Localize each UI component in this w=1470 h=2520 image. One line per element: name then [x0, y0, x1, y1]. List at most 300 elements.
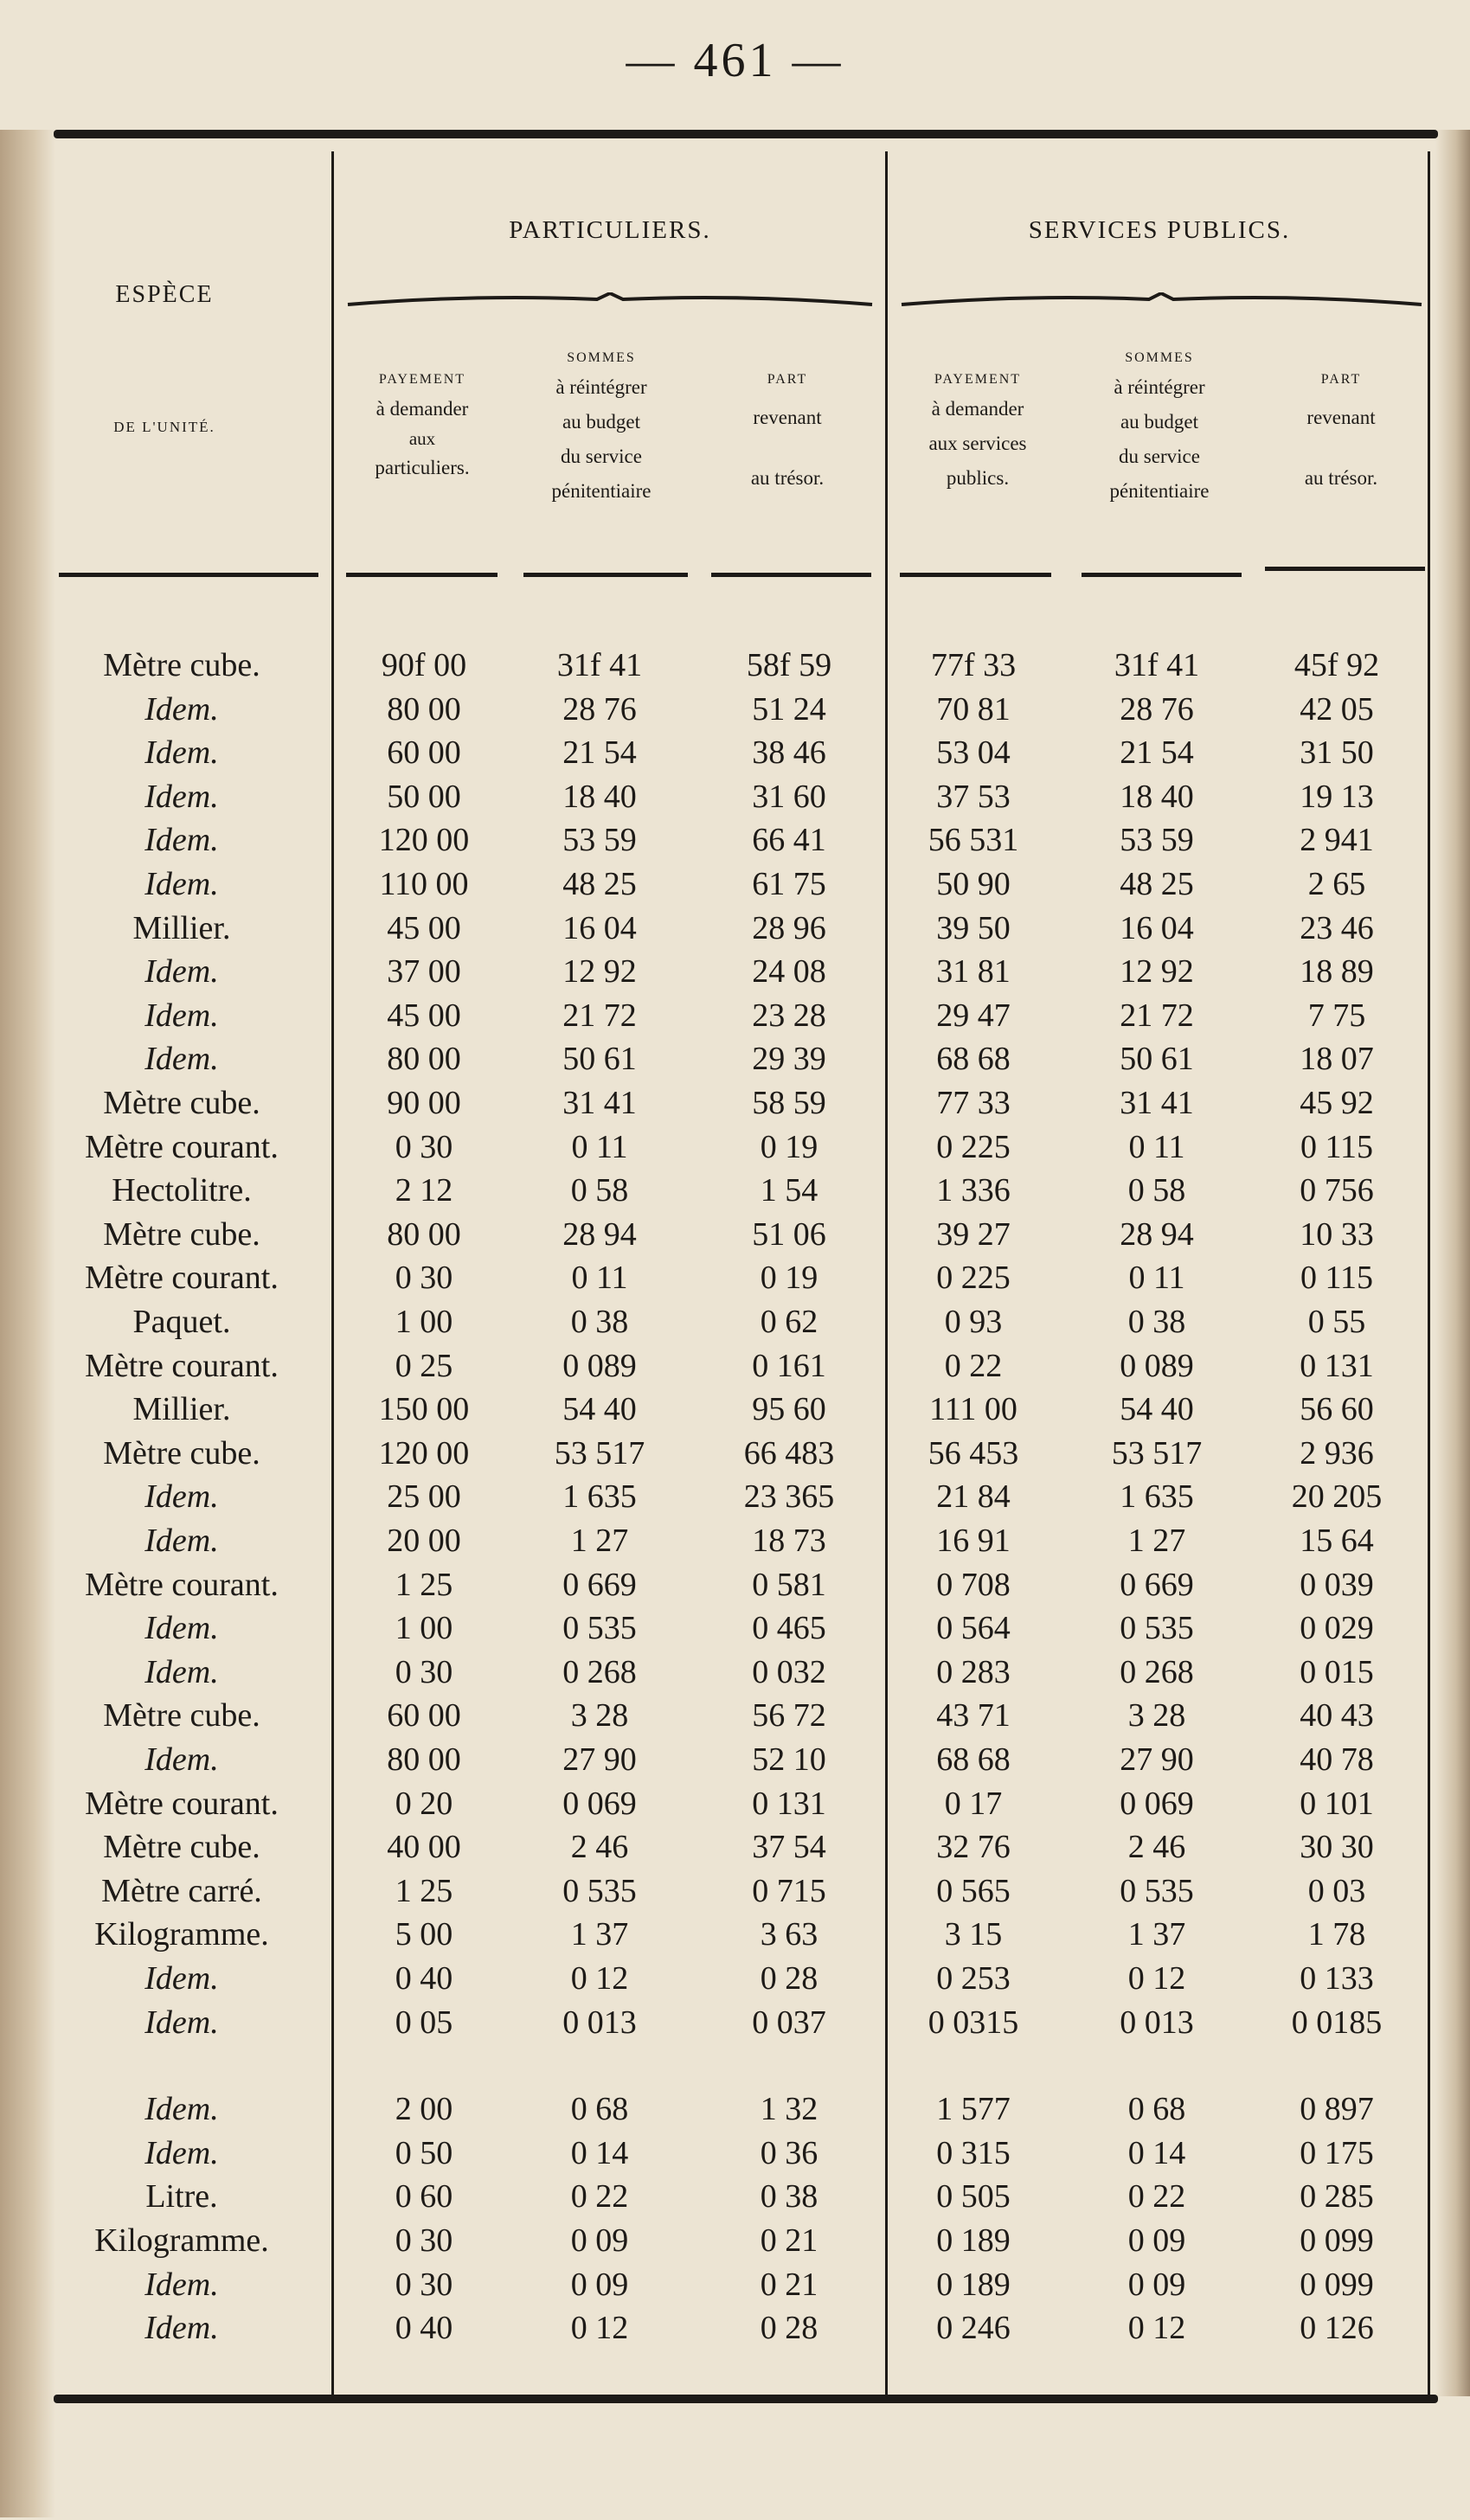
cell-value: 0 11 — [571, 1260, 628, 1297]
group-header-services-publics: SERVICES PUBLICS. — [1028, 216, 1291, 244]
cell-value: 43 71 — [936, 1697, 1011, 1735]
cell-value: 21 54 — [562, 734, 637, 772]
cell-value: 0 22 — [570, 2178, 629, 2215]
cell-value: 0 246 — [936, 2310, 1011, 2347]
table-bottom-rule — [54, 2395, 1438, 2403]
cell-value: 50 61 — [1120, 1041, 1194, 1078]
cell-value: 19 13 — [1300, 778, 1374, 815]
cell-value: 45f 92 — [1293, 647, 1380, 683]
cell-value: 0 55 — [1307, 1304, 1366, 1340]
cell-value: 23 46 — [1300, 909, 1374, 946]
cell-value: 10 33 — [1300, 1215, 1374, 1253]
cell-value: 1 37 — [570, 1916, 629, 1953]
cell-value: 0 225 — [936, 1128, 1011, 1165]
table-row — [0, 1476, 1470, 1517]
cell-value: 66 483 — [743, 1434, 835, 1472]
cell-value: 0 30 — [395, 1128, 453, 1165]
cell-value: 90f 00 — [381, 647, 467, 683]
cell-value: 29 47 — [936, 997, 1011, 1034]
group-brace — [346, 292, 874, 308]
cell-value: 58 59 — [752, 1085, 826, 1121]
cell-value: 28 76 — [562, 690, 637, 728]
cell-espece: Kilogramme. — [94, 2222, 269, 2259]
table-row — [0, 819, 1470, 861]
cell-value: 28 76 — [1120, 690, 1194, 728]
cell-espece: Mètre carré. — [101, 1872, 262, 1909]
cell-value: 0 21 — [760, 2222, 818, 2259]
table-row — [0, 1433, 1470, 1474]
cell-value: 1 27 — [570, 1523, 629, 1559]
cell-value: 0 12 — [570, 1960, 629, 1997]
cell-value: 45 92 — [1300, 1085, 1374, 1121]
header-rule — [1265, 567, 1425, 571]
cell-value: 2 936 — [1300, 1434, 1374, 1472]
cell-value: 0 535 — [1120, 1610, 1194, 1647]
cell-value: 2 00 — [395, 2091, 453, 2128]
cell-value: 0 708 — [936, 1566, 1011, 1603]
cell-value: 0 11 — [1128, 1260, 1185, 1297]
cell-espece: Idem. — [144, 953, 219, 991]
cell-value: 0 11 — [571, 1128, 628, 1165]
cell-value: 0 285 — [1300, 2178, 1374, 2215]
cell-value: 51 06 — [752, 1215, 826, 1253]
table-row — [0, 644, 1470, 686]
cell-value: 24 08 — [752, 953, 826, 991]
cell-value: 30 30 — [1300, 1829, 1374, 1866]
cell-value: 1 32 — [760, 2091, 818, 2128]
cell-value: 0 099 — [1300, 2266, 1374, 2303]
table-row — [0, 1345, 1470, 1387]
cell-value: 27 90 — [562, 1741, 637, 1778]
cell-value: 80 00 — [387, 1741, 461, 1778]
cell-value: 53 04 — [936, 734, 1011, 772]
cell-value: 28 94 — [562, 1215, 637, 1253]
cell-value: 18 40 — [562, 778, 637, 815]
cell-value: 50 61 — [562, 1041, 637, 1078]
cell-value: 56 72 — [752, 1697, 826, 1735]
cell-value: 31f 41 — [1114, 647, 1200, 683]
column-header-part-particuliers: PART revenant au trésor. — [750, 372, 825, 489]
cell-espece: Idem. — [144, 1653, 219, 1690]
table-row — [0, 1914, 1470, 1955]
column-header-payement-services: PAYEMENT à demander aux services publics. — [928, 372, 1027, 489]
cell-value: 0 669 — [1120, 1566, 1194, 1603]
cell-value: 0 40 — [395, 2310, 453, 2347]
cell-espece: Idem. — [144, 1610, 219, 1647]
cell-value: 60 00 — [387, 734, 461, 772]
cell-value: 7 75 — [1307, 997, 1366, 1034]
cell-value: 0 089 — [1120, 1347, 1194, 1384]
cell-value: 53 59 — [1120, 822, 1194, 859]
cell-value: 120 00 — [378, 822, 470, 859]
cell-espece: Mètre courant. — [85, 1260, 279, 1297]
cell-value: 60 00 — [387, 1697, 461, 1735]
cell-value: 53 59 — [562, 822, 637, 859]
cell-value: 0 68 — [1127, 2091, 1186, 2128]
cell-value: 54 40 — [562, 1391, 637, 1428]
table-row — [0, 1870, 1470, 1912]
table-row — [0, 1739, 1470, 1780]
group-brace — [900, 292, 1423, 308]
cell-value: 15 64 — [1300, 1523, 1374, 1559]
cell-value: 2 12 — [395, 1172, 453, 1209]
cell-value: 0 268 — [562, 1653, 637, 1690]
cell-value: 0 535 — [562, 1610, 637, 1647]
cell-value: 0 565 — [936, 1872, 1011, 1909]
cell-value: 28 96 — [752, 909, 826, 946]
cell-value: 28 94 — [1120, 1215, 1194, 1253]
cell-value: 23 365 — [743, 1478, 835, 1516]
table-row — [0, 1607, 1470, 1649]
cell-value: 21 54 — [1120, 734, 1194, 772]
table-row — [0, 1651, 1470, 1693]
cell-value: 90 00 — [387, 1085, 461, 1121]
table-row — [0, 1783, 1470, 1824]
cell-value: 1 25 — [395, 1566, 453, 1603]
cell-espece: Idem. — [144, 866, 219, 902]
table-row — [0, 1388, 1470, 1430]
cell-value: 52 10 — [752, 1741, 826, 1778]
cell-value: 0 58 — [1127, 1172, 1186, 1209]
cell-value: 45 00 — [387, 997, 461, 1034]
cell-value: 54 40 — [1120, 1391, 1194, 1428]
cell-value: 2 46 — [570, 1829, 629, 1866]
cell-espece: Mètre cube. — [103, 1697, 260, 1735]
cell-value: 80 00 — [387, 690, 461, 728]
cell-value: 110 00 — [379, 866, 469, 902]
cell-value: 0 133 — [1300, 1960, 1374, 1997]
cell-value: 12 92 — [562, 953, 637, 991]
cell-value: 0 099 — [1300, 2222, 1374, 2259]
cell-value: 0 30 — [395, 1260, 453, 1297]
cell-value: 31 60 — [752, 778, 826, 815]
cell-value: 56 531 — [928, 822, 1019, 859]
cell-value: 58f 59 — [746, 647, 832, 683]
cell-value: 0 013 — [1120, 2004, 1194, 2041]
cell-espece: Idem. — [144, 2266, 219, 2303]
cell-value: 0 131 — [1300, 1347, 1374, 1384]
page-number: — 461 — — [626, 34, 844, 87]
table-row — [0, 951, 1470, 992]
cell-value: 23 28 — [752, 997, 826, 1034]
cell-value: 1 78 — [1307, 1916, 1366, 1953]
cell-value: 45 00 — [387, 909, 461, 946]
cell-espece: Kilogramme. — [94, 1916, 269, 1953]
cell-value: 48 25 — [1120, 866, 1194, 902]
cell-value: 32 76 — [936, 1829, 1011, 1866]
cell-espece: Idem. — [144, 997, 219, 1034]
cell-espece: Idem. — [144, 1741, 219, 1778]
table-row — [0, 1170, 1470, 1211]
cell-value: 0 20 — [395, 1785, 453, 1822]
cell-value: 37 53 — [936, 778, 1011, 815]
cell-value: 61 75 — [752, 866, 826, 902]
table-row — [0, 1958, 1470, 1999]
cell-value: 0 029 — [1300, 1610, 1374, 1647]
cell-value: 38 46 — [752, 734, 826, 772]
cell-value: 68 68 — [936, 1041, 1011, 1078]
cell-value: 50 00 — [387, 778, 461, 815]
cell-value: 0 189 — [936, 2266, 1011, 2303]
cell-espece: Millier. — [132, 909, 231, 946]
cell-value: 0 564 — [936, 1610, 1011, 1647]
cell-espece: Idem. — [144, 2004, 219, 2041]
cell-value: 0 11 — [1128, 1128, 1185, 1165]
cell-value: 3 28 — [1127, 1697, 1186, 1735]
table-row — [0, 1126, 1470, 1168]
cell-value: 0 03 — [1307, 1872, 1366, 1909]
cell-value: 0 535 — [562, 1872, 637, 1909]
cell-value: 2 65 — [1307, 866, 1366, 902]
cell-value: 18 40 — [1120, 778, 1194, 815]
cell-value: 0 09 — [570, 2266, 629, 2303]
cell-value: 21 72 — [562, 997, 637, 1034]
cell-value: 0 189 — [936, 2222, 1011, 2259]
cell-value: 0 19 — [760, 1260, 818, 1297]
cell-value: 12 92 — [1120, 953, 1194, 991]
cell-value: 0 22 — [944, 1347, 1003, 1384]
cell-value: 1 54 — [760, 1172, 818, 1209]
cell-value: 0 101 — [1300, 1785, 1374, 1822]
cell-value: 0 069 — [1120, 1785, 1194, 1822]
cell-value: 40 43 — [1300, 1697, 1374, 1735]
cell-value: 0 40 — [395, 1960, 453, 1997]
cell-value: 1 00 — [395, 1610, 453, 1647]
column-header-payement-particuliers: PAYEMENT à demander aux particuliers. — [375, 372, 470, 478]
cell-value: 37 00 — [387, 953, 461, 991]
table-row — [0, 2176, 1470, 2217]
table-row — [0, 1257, 1470, 1298]
cell-value: 0 30 — [395, 1653, 453, 1690]
cell-value: 0 535 — [1120, 1872, 1194, 1909]
cell-value: 25 00 — [387, 1478, 461, 1516]
header-rule — [523, 573, 688, 577]
cell-value: 0 60 — [395, 2178, 453, 2215]
cell-espece: Idem. — [144, 1041, 219, 1078]
cell-value: 0 09 — [570, 2222, 629, 2259]
cell-value: 0 039 — [1300, 1566, 1374, 1603]
cell-value: 0 05 — [395, 2004, 453, 2041]
cell-value: 0 283 — [936, 1653, 1011, 1690]
cell-value: 53 517 — [1111, 1434, 1203, 1472]
cell-value: 31f 41 — [556, 647, 643, 683]
cell-value: 20 00 — [387, 1523, 461, 1559]
cell-value: 0 38 — [1127, 1304, 1186, 1340]
cell-value: 0 25 — [395, 1347, 453, 1384]
cell-value: 29 39 — [752, 1041, 826, 1078]
cell-espece: Mètre cube. — [103, 647, 260, 683]
cell-value: 0 93 — [944, 1304, 1003, 1340]
cell-espece: Idem. — [144, 1960, 219, 1997]
cell-value: 2 941 — [1300, 822, 1374, 859]
cell-espece: Mètre courant. — [85, 1566, 279, 1603]
cell-value: 1 00 — [395, 1304, 453, 1340]
cell-espece: Mètre courant. — [85, 1347, 279, 1384]
cell-value: 0 38 — [570, 1304, 629, 1340]
cell-espece: Millier. — [132, 1391, 231, 1428]
cell-value: 0 68 — [570, 2091, 629, 2128]
cell-value: 27 90 — [1120, 1741, 1194, 1778]
header-rule — [711, 573, 871, 577]
cell-value: 150 00 — [378, 1391, 470, 1428]
cell-value: 0 09 — [1127, 2222, 1186, 2259]
cell-value: 0 032 — [752, 1653, 826, 1690]
cell-value: 0 089 — [562, 1347, 637, 1384]
table-row — [0, 776, 1470, 818]
table-row — [0, 1301, 1470, 1343]
cell-value: 50 90 — [936, 866, 1011, 902]
cell-value: 40 00 — [387, 1829, 461, 1866]
table-row — [0, 863, 1470, 905]
cell-value: 0 14 — [1127, 2134, 1186, 2171]
table-row — [0, 1520, 1470, 1561]
cell-value: 21 72 — [1120, 997, 1194, 1034]
cell-value: 0 30 — [395, 2222, 453, 2259]
cell-value: 5 00 — [395, 1916, 453, 1953]
cell-value: 0 12 — [1127, 1960, 1186, 1997]
cell-espece: Mètre cube. — [103, 1085, 260, 1121]
cell-value: 0 38 — [760, 2178, 818, 2215]
cell-value: 95 60 — [752, 1391, 826, 1428]
column-header-sommes-particuliers: SOMMES à réintégrer au budget du service pénitentiaire — [551, 350, 652, 502]
table-row — [0, 1082, 1470, 1124]
cell-espece: Idem. — [144, 690, 219, 728]
cell-espece: Idem. — [144, 778, 219, 815]
column-header-sommes-services: SOMMES à réintégrer au budget du service pénitentiaire — [1109, 350, 1210, 502]
cell-value: 3 15 — [944, 1916, 1003, 1953]
cell-value: 70 81 — [936, 690, 1011, 728]
cell-value: 0 315 — [936, 2134, 1011, 2171]
table-row — [0, 1564, 1470, 1606]
header-rule — [346, 573, 497, 577]
cell-value: 0 225 — [936, 1260, 1011, 1297]
cell-value: 0 715 — [752, 1872, 826, 1909]
cell-espece: Idem. — [144, 822, 219, 859]
cell-value: 3 63 — [760, 1916, 818, 1953]
cell-value: 0 069 — [562, 1785, 637, 1822]
cell-value: 0 30 — [395, 2266, 453, 2303]
cell-espece: Paquet. — [132, 1304, 231, 1340]
cell-value: 0 268 — [1120, 1653, 1194, 1690]
cell-value: 21 84 — [936, 1478, 1011, 1516]
cell-value: 31 41 — [1120, 1085, 1194, 1121]
cell-value: 16 04 — [562, 909, 637, 946]
cell-value: 51 24 — [752, 690, 826, 728]
table-row — [0, 2132, 1470, 2174]
cell-value: 0 58 — [570, 1172, 629, 1209]
column-header-espece: ESPÈCE — [115, 281, 214, 308]
cell-value: 31 41 — [562, 1085, 637, 1121]
cell-value: 0 013 — [562, 2004, 637, 2041]
cell-value: 0 505 — [936, 2178, 1011, 2215]
cell-value: 31 81 — [936, 953, 1011, 991]
cell-value: 1 336 — [936, 1172, 1011, 1209]
table-row — [0, 1826, 1470, 1868]
table-row — [0, 2307, 1470, 2349]
cell-value: 0 0315 — [928, 2004, 1019, 2041]
cell-value: 0 19 — [760, 1128, 818, 1165]
cell-value: 0 756 — [1300, 1172, 1374, 1209]
cell-value: 0 36 — [760, 2134, 818, 2171]
cell-value: 18 73 — [752, 1523, 826, 1559]
cell-value: 0 115 — [1300, 1128, 1374, 1165]
cell-espece: Hectolitre. — [112, 1172, 252, 1209]
cell-value: 20 205 — [1291, 1478, 1383, 1516]
cell-value: 0 161 — [752, 1347, 826, 1384]
table-row — [0, 2264, 1470, 2305]
cell-value: 2 46 — [1127, 1829, 1186, 1866]
table-row — [0, 1214, 1470, 1255]
cell-espece: Idem. — [144, 734, 219, 772]
cell-value: 80 00 — [387, 1041, 461, 1078]
table-row — [0, 1038, 1470, 1080]
cell-value: 0 28 — [760, 1960, 818, 1997]
cell-value: 1 37 — [1127, 1916, 1186, 1953]
header-rule — [59, 573, 318, 577]
cell-espece: Mètre cube. — [103, 1434, 260, 1472]
table-top-rule — [54, 130, 1438, 138]
cell-value: 16 04 — [1120, 909, 1194, 946]
cell-value: 0 897 — [1300, 2091, 1374, 2128]
cell-value: 18 89 — [1300, 953, 1374, 991]
cell-value: 0 126 — [1300, 2310, 1374, 2347]
cell-value: 0 12 — [1127, 2310, 1186, 2347]
cell-value: 0 28 — [760, 2310, 818, 2347]
cell-espece: Litre. — [145, 2178, 218, 2215]
table-row — [0, 732, 1470, 773]
cell-espece: Mètre cube. — [103, 1829, 260, 1866]
cell-value: 1 577 — [936, 2091, 1011, 2128]
table-row — [0, 689, 1470, 730]
cell-value: 0 22 — [1127, 2178, 1186, 2215]
cell-value: 53 517 — [554, 1434, 645, 1472]
cell-value: 66 41 — [752, 822, 826, 859]
cell-value: 68 68 — [936, 1741, 1011, 1778]
cell-value: 77f 33 — [930, 647, 1017, 683]
cell-espece: Mètre courant. — [85, 1785, 279, 1822]
cell-value: 0 115 — [1300, 1260, 1374, 1297]
cell-value: 40 78 — [1300, 1741, 1374, 1778]
cell-value: 31 50 — [1300, 734, 1374, 772]
table-row — [0, 995, 1470, 1036]
cell-value: 0 015 — [1300, 1653, 1374, 1690]
cell-value: 3 28 — [570, 1697, 629, 1735]
group-header-particuliers: PARTICULIERS. — [509, 216, 711, 244]
cell-espece: Idem. — [144, 1523, 219, 1559]
cell-value: 0 62 — [760, 1304, 818, 1340]
cell-value: 0 175 — [1300, 2134, 1374, 2171]
cell-value: 0 09 — [1127, 2266, 1186, 2303]
cell-value: 120 00 — [378, 1434, 470, 1472]
cell-value: 42 05 — [1300, 690, 1374, 728]
cell-value: 56 453 — [928, 1434, 1019, 1472]
cell-value: 0 465 — [752, 1610, 826, 1647]
cell-espece: Mètre courant. — [85, 1128, 279, 1165]
cell-value: 77 33 — [936, 1085, 1011, 1121]
header-rule — [1082, 573, 1242, 577]
cell-value: 111 00 — [929, 1391, 1017, 1428]
cell-value: 0 253 — [936, 1960, 1011, 1997]
cell-espece: Idem. — [144, 2134, 219, 2171]
cell-value: 16 91 — [936, 1523, 1011, 1559]
cell-value: 0 669 — [562, 1566, 637, 1603]
cell-value: 18 07 — [1300, 1041, 1374, 1078]
header-rule — [900, 573, 1051, 577]
cell-value: 0 037 — [752, 2004, 826, 2041]
cell-value: 0 14 — [570, 2134, 629, 2171]
cell-value: 0 581 — [752, 1566, 826, 1603]
cell-value: 1 635 — [562, 1478, 637, 1516]
